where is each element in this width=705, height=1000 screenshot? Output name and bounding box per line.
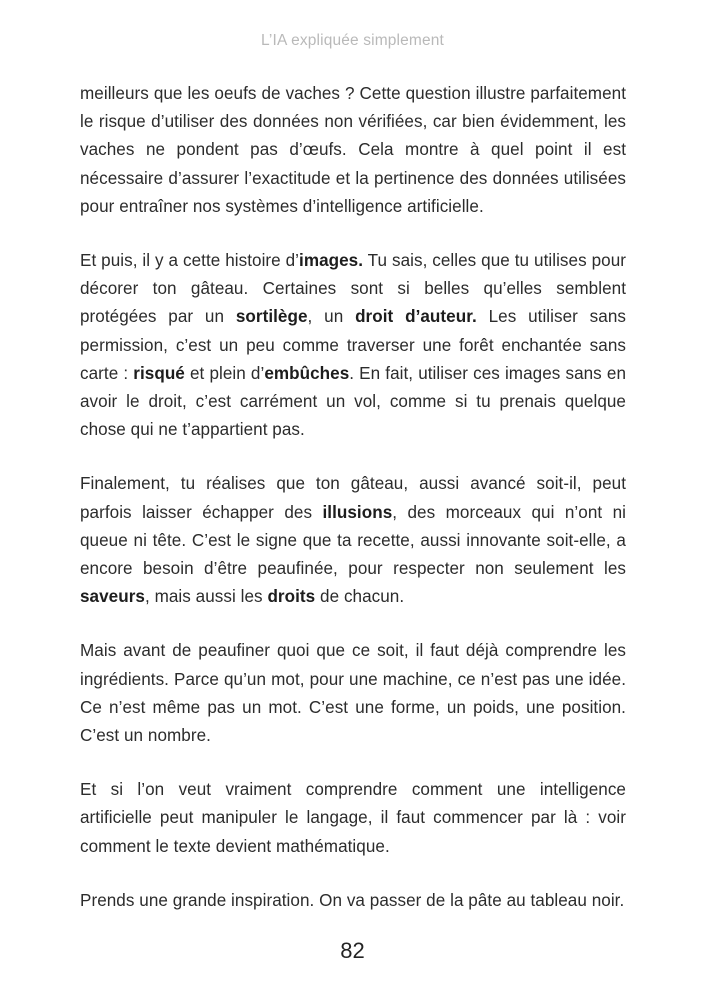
emphasis-text: risqué [133,363,185,383]
body-text: Les utiliser sans permission, c’est un peu comme traverser une forêt enchantée sans carte : [80,307,626,383]
body-text: Et puis, il y a cette histoire d’ [80,251,300,271]
body-text: Et si l’on veut vraiment comprendre comment une intelligence artificielle peut manipuler le langage, il faut commencer par là : voir comment le texte devient mathématique. [80,780,626,856]
emphasis-text: droit d’auteur. [355,307,477,327]
emphasis-text: droits [267,587,316,607]
running-head: L’IA expliquée simplement [261,32,444,49]
body-text: Tu sais, celles que tu utilises pour décorer ton gâteau. Certaines sont si belles qu’elles semblent protégées par un [80,251,626,327]
emphasis-text: images. [299,251,364,271]
body-paragraph [80,887,626,915]
emphasis-text: saveurs [80,587,145,607]
emphasis-text: embûches [264,363,350,383]
body-text: meilleurs que les oeufs de vaches ? Cette question illustre parfaitement le risque d’utiliser des données non vérifiées, car bien évidemment, les vaches ne pondent pas d’œufs. Cela montre à quel point il est nécessaire d’assurer l’exactitude et la pertinence des données utilisées pour entraîner nos systèmes d’intelligence artificielle. [80,84,626,216]
body-text: de chacun. [315,587,405,607]
body-paragraph [80,247,626,444]
body-paragraph [80,776,626,861]
body-text: . En fait, utiliser ces images sans en avoir le droit, c’est carrément un vol, comme si tu prenais quelque chose qui ne t’appartient pas. [80,363,626,440]
body-paragraph [80,637,626,750]
body-text: , des morceaux qui n’ont ni queue ni tête. C’est le signe que ta recette, aussi innovante soit-elle, a encore besoin d’être peaufinée, pour respecter non seulement les [80,502,626,579]
body-text: , mais aussi les [144,587,268,607]
page-number: 82 [340,938,365,963]
emphasis-text: sortilège [235,307,308,327]
body-text: Prends une grande inspiration. On va passer de la pâte au tableau noir. [80,890,625,910]
body-text: , un [307,307,356,327]
emphasis-text: illusions [322,502,393,522]
body-text: Finalement, tu réalises que ton gâteau, aussi avancé soit-il, peut parfois laisser échapper des [80,474,626,522]
body-text-column [80,80,626,915]
body-paragraph [80,80,626,221]
body-text: Mais avant de peaufiner quoi que ce soit, il faut déjà comprendre les ingrédients. Parce qu’un mot, pour une machine, ce n’est pas une idée. Ce n’est même pas un mot. C’est une forme, un poids, une position. C’est un nombre. [80,641,626,746]
body-paragraph [80,470,626,611]
body-text: et plein d’ [184,363,265,383]
